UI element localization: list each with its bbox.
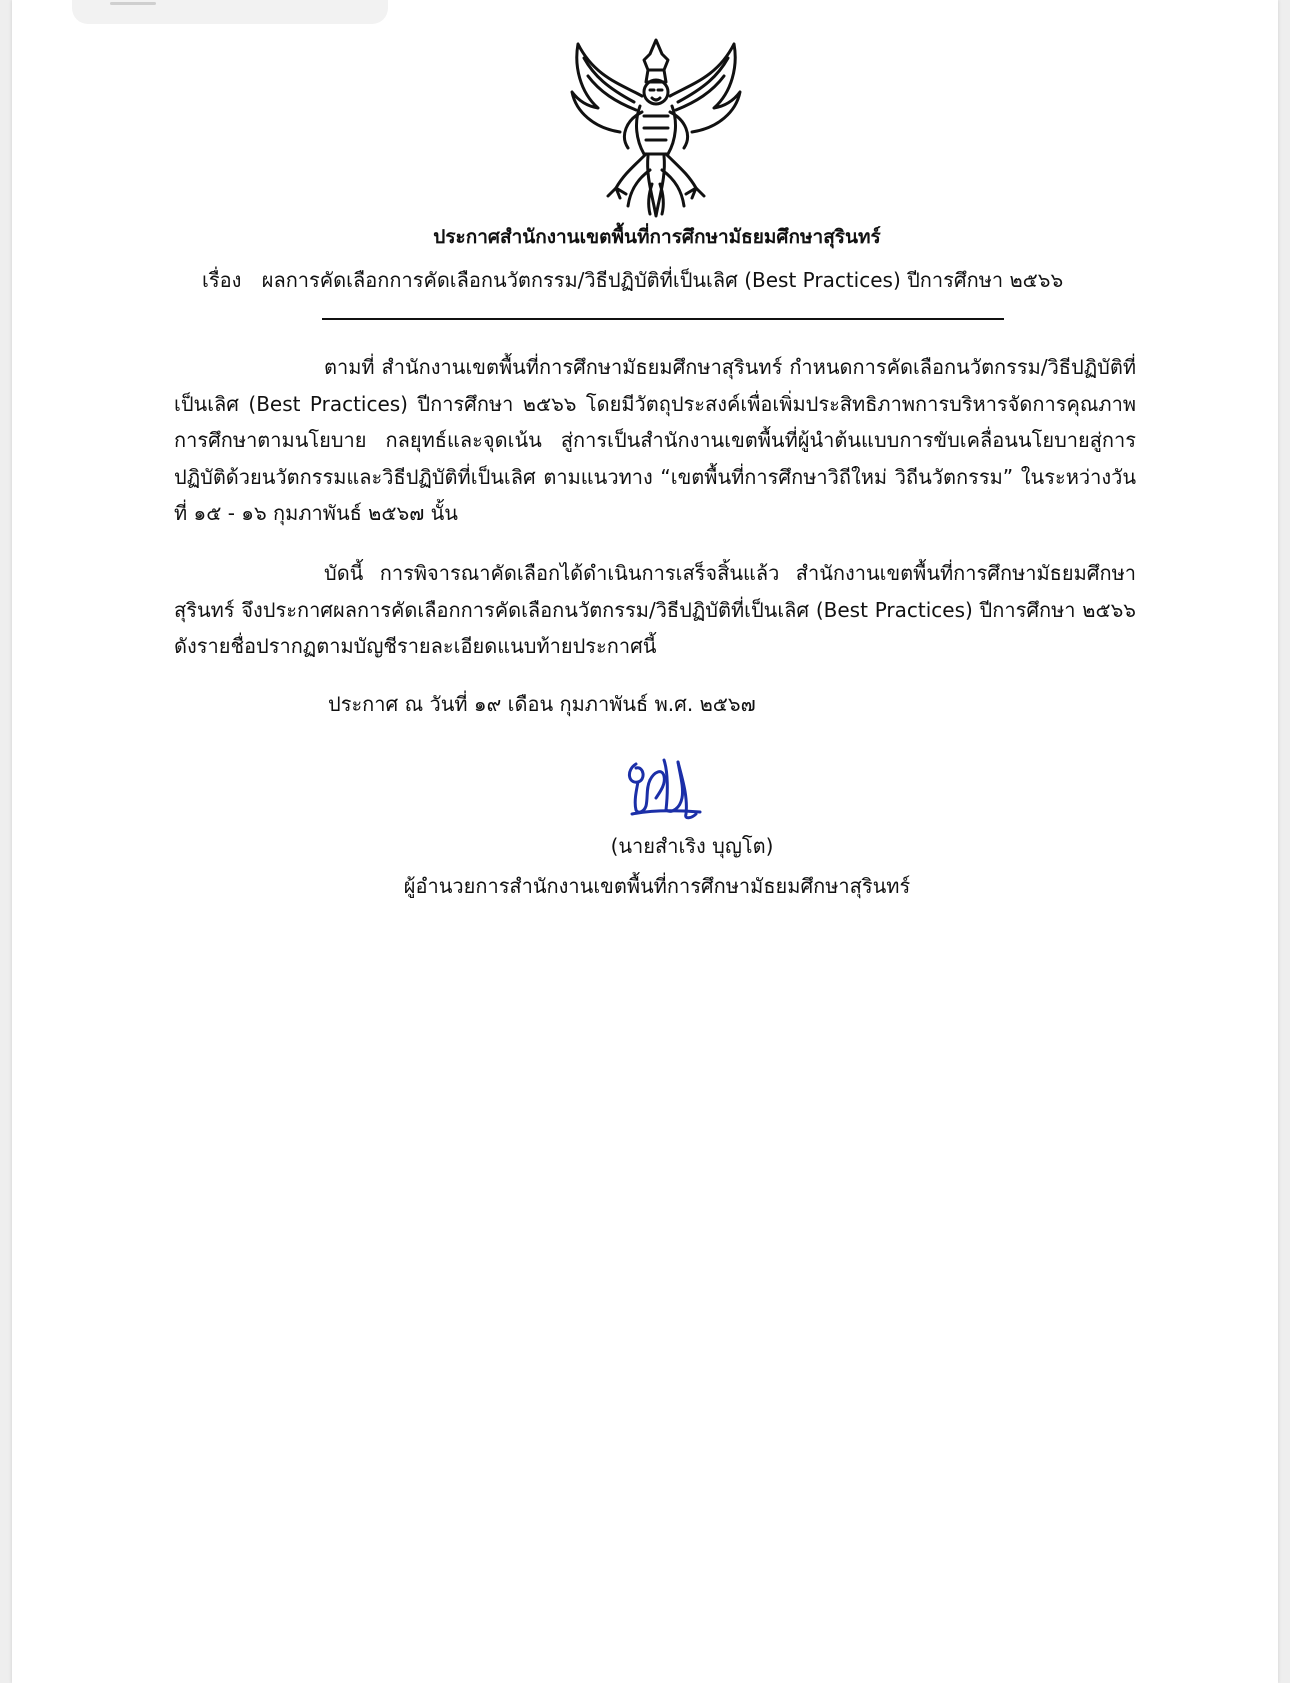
signer-name: (นายสำเริง บุญโต) — [610, 834, 774, 858]
paragraph-2-text: บัดนี้ การพิจารณาคัดเลือกได้ดำเนินการเสร็จสิ้นแล้ว สำนักงานเขตพื้นที่การศึกษามัธยมศึกษาสุรินทร์ จึงประกาศผลการคัดเลือกการคัดเลือกนวัตกรรม/วิธีปฏิบัติที่เป็นเลิศ (Best Practices) ปีการศึกษา ๒๕๖๖ ดังรายชื่อปรากฏตามบัญชีรายละเอียดแนบท้ายประกาศนี้ — [174, 561, 1136, 658]
paragraph-1-text: ตามที่ สำนักงานเขตพื้นที่การศึกษามัธยมศึกษาสุรินทร์ กำหนดการคัดเลือกนวัตกรรม/วิธีปฏิบัติที่เป็นเลิศ (Best Practices) ปีการศึกษา ๒๕๖๖ โดยมีวัตถุประสงค์เพื่อเพิ่มประสิทธิภาพการบริหารจัดการคุณภาพการศึกษาตามนโยบาย กลยุทธ์และจุดเน้น สู่การเป็นสำนักงานเขตพื้นที่ผู้นำต้นแบบการขับเคลื่อนนโยบายสู่การปฏิบัติด้วยนวัตกรรมและวิธีปฏิบัติที่เป็นเลิศ ตามแนวทาง “เขตพื้นที่การศึกษาวิถีใหม่ วิถีนวัตกรรม” ในระหว่างวันที่ ๑๕ - ๑๖ กุมภาพันธ์ ๒๕๖๗ นั้น — [174, 355, 1136, 525]
document-page — [12, 0, 1278, 1683]
garuda-emblem-icon — [564, 36, 748, 220]
subject-label: เรื่อง — [202, 268, 242, 292]
signer-title: ผู้อำนวยการสำนักงานเขตพื้นที่การศึกษามัธยมศึกษาสุรินทร์ — [403, 874, 911, 898]
title-divider — [322, 318, 1004, 320]
handwritten-signature-icon — [622, 752, 708, 822]
paragraph-1 — [174, 349, 1136, 532]
announcement-subject — [202, 264, 1063, 296]
toolbar-handle — [110, 2, 156, 5]
subject-text: ผลการคัดเลือกการคัดเลือกนวัตกรรม/วิธีปฏิบัติที่เป็นเลิศ (Best Practices) ปีการศึกษา ๒๕๖๖ — [261, 268, 1064, 292]
top-toolbar-pill — [72, 0, 388, 24]
paragraph-2 — [174, 555, 1136, 665]
announcement-title: ประกาศสำนักงานเขตพื้นที่การศึกษามัธยมศึกษาสุรินทร์ — [433, 226, 881, 248]
announcement-date: ประกาศ ณ วันที่ ๑๙ เดือน กุมภาพันธ์ พ.ศ. ๒๕๖๗ — [328, 692, 756, 716]
